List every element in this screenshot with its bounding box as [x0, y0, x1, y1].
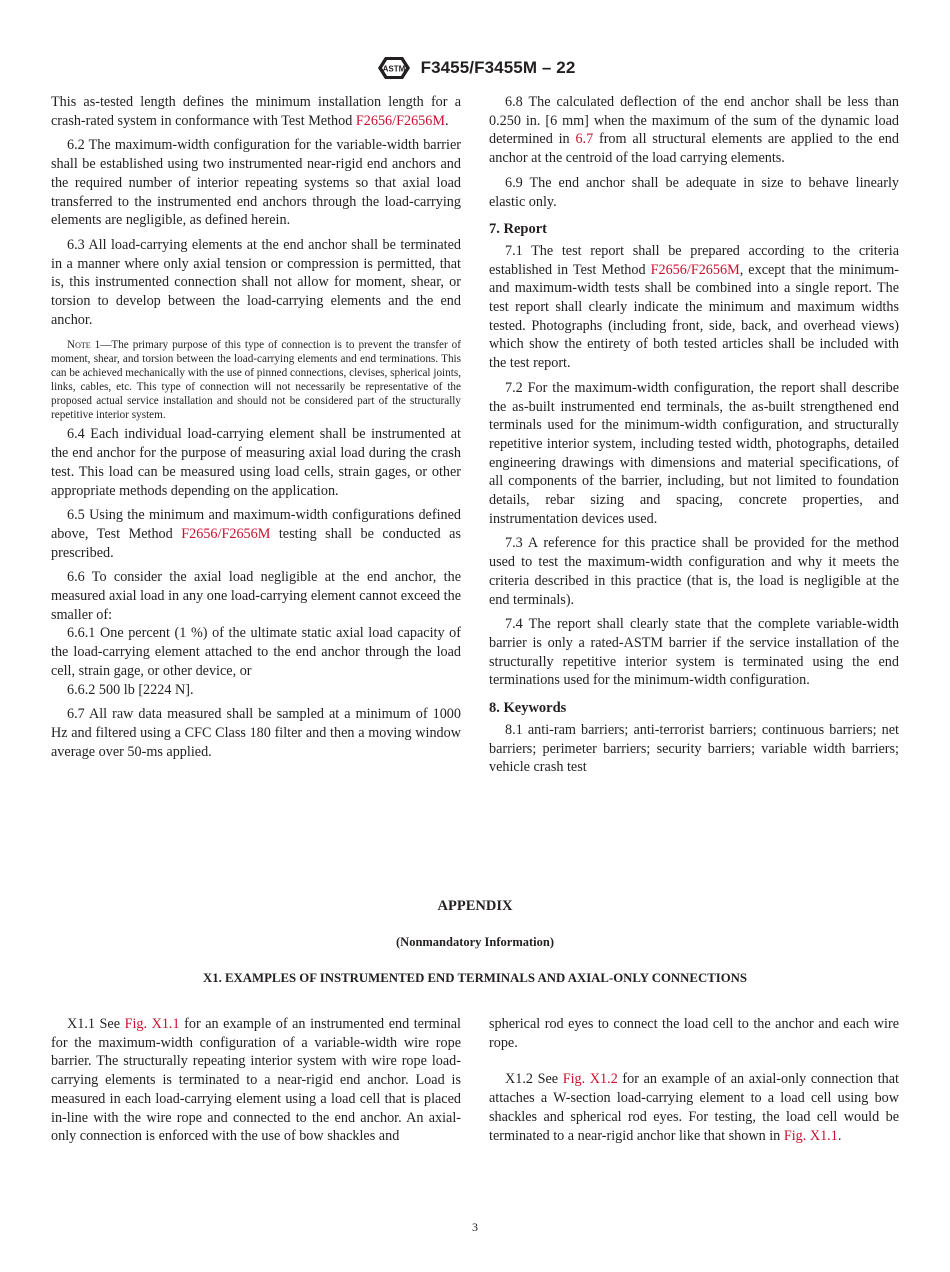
paragraph-6-6: 6.6 To consider the axial load negligible at the end anchor, the measured axial load in any one load-carrying element cannot exceed the smaller of: — [51, 569, 461, 623]
link-6-7[interactable]: 6.7 — [575, 131, 594, 148]
page-header — [0, 52, 950, 84]
right-column — [489, 93, 899, 777]
paragraph-6-4: 6.4 Each individual load-carrying element shall be instrumented at the end anchor for the purpose of measuring axial load during the crash test. This load can be measured using load cells, strain gages, or other appropriate methods depending on the application. — [51, 426, 461, 499]
paragraph-6-6-2: 6.6.2 500 lb [2224 N]. — [67, 681, 194, 698]
link-fig-x1-2[interactable]: Fig. X1.2 — [562, 1071, 618, 1088]
svg-text:ASTM: ASTM — [382, 64, 405, 74]
section-heading-report: 7. Report — [489, 221, 547, 238]
paragraph-x1-1-continued: spherical rod eyes to connect the load cell to the anchor and each wire rope. — [489, 1016, 899, 1051]
appendix-left-column — [51, 1015, 461, 1146]
paragraph-7-3: 7.3 A reference for this practice shall be provided for the method used to test the maximum-width configuration and why it meets the criteria described in this practice (that is, the load is negligible at the end terminals). — [489, 535, 899, 608]
astm-logo-icon — [375, 52, 413, 84]
paragraph-x1-1: X1.1 See Fig. X1.1 for an example of an instrumented end terminal for the maximum-width configuration of a variable-width wire rope barrier. The structurally repeating interior system with wire rope load-carrying elements is terminated to a near-rigid end anchor. Load is measured in each load-carrying element using a load cell that is placed in-line with the wire rope and connected to the end anchor. An axial-only connection is enforced with the use of bow shackles and — [51, 1016, 461, 1145]
appendix-right-column — [489, 1015, 899, 1145]
paragraph-continued: This as-tested length defines the minimum installation length for a crash-rated system in conformance with Test Method F2656/F2656M. — [51, 94, 461, 129]
link-fig-x1-1[interactable]: Fig. X1.1 — [124, 1016, 180, 1032]
appendix-title: APPENDIX — [437, 898, 513, 914]
section-heading-keywords: 8. Keywords — [489, 700, 567, 717]
paragraph-6-3: 6.3 All load-carrying elements at the end anchor shall be terminated in a manner where only axial tension or compression is permitted, that is, this instrumented connection shall not allow for moment, shear, or torsion to develop between the load-carrying elements and the end anchor. — [51, 236, 461, 328]
paragraph-8-1: 8.1 anti-ram barriers; anti-terrorist barriers; continuous barriers; net barriers; perimeter barriers; security barriers; variable width barriers; vehicle crash test — [489, 721, 899, 776]
paragraph-6-7: 6.7 All raw data measured shall be sampled at a minimum of 1000 Hz and filtered using a CFC Class 180 filter and then a moving window average over 50-ms applied. — [51, 706, 461, 760]
paragraph-7-1: 7.1 The test report shall be prepared according to the criteria established in Test Method F2656/F2656M, except that the minimum- and maximum-width tests shall be combined into a single report. The test report shall clearly indicate the minimum and maximum widths tested. Photographs (including front, side, back, and overhead views) which show the entirety of both tested articles shall be included with the test report. — [489, 242, 899, 372]
note-1: Note 1—The primary purpose of this type of connection is to prevent the transfer of moment, shear, and torsion between the load-carrying elements and end terminations. This can be achieved mechanically with the use of pinned connections, clevises, spherical joints, links, cables, etc. This type of connection will not necessarily be representative of the proposed actual service installation and should not be considered part of the structurally repetitive interior system. — [51, 339, 461, 422]
paragraph-6-2: 6.2 The maximum-width configuration for the variable-width barrier shall be established using two instrumented near-rigid end anchors and the required number of interior repeating systems so that axial load transferred to the instrumented end anchors through the load-carrying elements are negligible, as defined herein. — [51, 137, 461, 229]
link-f2656[interactable]: F2656/F2656M — [181, 525, 271, 542]
link-f2656[interactable]: F2656/F2656M — [355, 112, 445, 129]
link-f2656[interactable]: F2656/F2656M — [650, 261, 740, 278]
paragraph-6-6-1: 6.6.1 One percent (1 %) of the ultimate static axial load capacity of the load-carrying element attached to the end anchor through the load cell, strain gage, or other device, or — [51, 625, 461, 679]
paragraph-7-2: 7.2 For the maximum-width configuration, the report shall describe the as-built instrumented end terminals, the as-built strengthened end terminals used for the minimum-width configuration, and structurally repetitive interior system, including tested width, photographs, detailed engineering drawings with dimensions and material specifications, of all components of the barrier, including, but not limited to foundation details, rebar sizing and spacing, concrete properties, and instrumentation devices used. — [489, 379, 899, 527]
document-id: F3455/F3455M – 22 — [420, 58, 576, 77]
paragraph-6-5: 6.5 Using the minimum and maximum-width configurations defined above, Test Method F2656/F2656M testing shall be conducted as prescribed. — [51, 507, 461, 561]
paragraph-7-4: 7.4 The report shall clearly state that the complete variable-width barrier is only a rated-ASTM barrier if the service installation of the structurally repetitive interior system is terminated using the end terminations used for the minimum-width configuration. — [489, 616, 899, 689]
appendix-x1-title: X1. EXAMPLES OF INSTRUMENTED END TERMINALS AND AXIAL-ONLY CONNECTIONS — [202, 971, 748, 985]
left-column — [51, 93, 461, 761]
paragraph-6-9: 6.9 The end anchor shall be adequate in size to behave linearly elastic only. — [489, 174, 899, 210]
paragraph-6-8: 6.8 The calculated deflection of the end anchor shall be less than 0.250 in. [6 mm] when the maximum of the sum of the dynamic load determined in 6.7 from all structural elements are applied to the end anchor at the centroid of the load carrying elements. — [489, 94, 899, 167]
paragraph-x1-2: X1.2 See Fig. X1.2 for an example of an axial-only connection that attaches a W-section load-carrying element to a load cell using bow shackles and spherical rod eyes. For testing, the load cell would be terminated to a near-rigid anchor like that shown in Fig. X1.1. — [489, 1071, 899, 1144]
appendix-subtitle: (Nonmandatory Information) — [396, 935, 554, 949]
page-number: 3 — [472, 1220, 478, 1234]
link-fig-x1-1[interactable]: Fig. X1.1 — [783, 1127, 838, 1144]
